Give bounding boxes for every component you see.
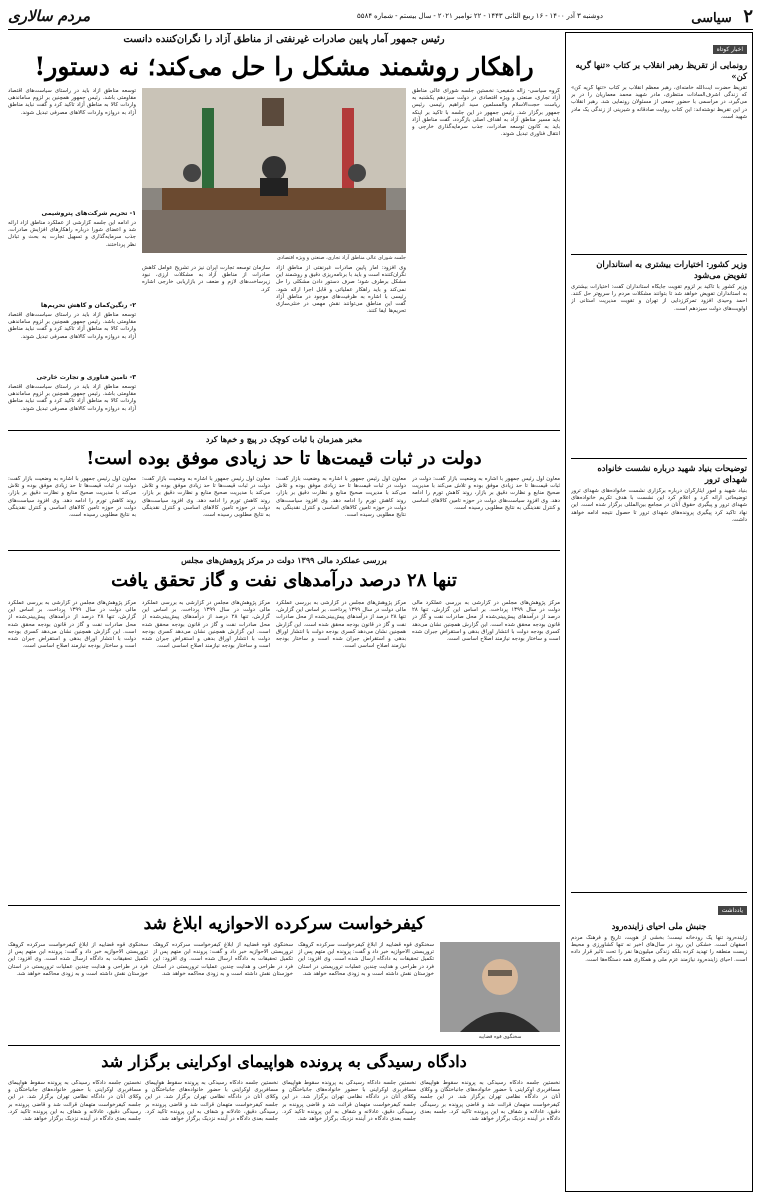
divider xyxy=(571,458,747,459)
sidebar-body-2: وزیر کشور با تاکید بر لزوم تقویت جایگاه استانداران گفت: اختیارات بیشتری به استانداران تفویض خواهد شد تا بتوانند مشکلات مردم را سریع‌تر حل کنند. احمد وحیدی افزود تمرکززدایی از تهران و تقویت مدیریت استانی از اولویت‌های دولت سیزدهم است. xyxy=(571,284,747,312)
meeting-photo-icon xyxy=(142,88,406,253)
lead-body-mid-cont: سازمان توسعه تجارت ایران نیز در تشریح عوامل کاهش صادرات از مناطق آزاد به مشکلات ارزی، نبود زیرساخت‌های لازم و ضعف در بازاریابی خارجی اشاره کرد. xyxy=(142,265,270,293)
lead-subhead-2: ۲- رنگین‌کمان و کاهش تحریم‌ها xyxy=(40,302,136,309)
sidebar-title-3: توضیحات بنیاد شهید درباره نشست خانواده شهدای ترور xyxy=(597,463,747,484)
story5-body-2: نخستین جلسه دادگاه رسیدگی به پرونده سقوط هواپیمای مسافربری اوکراینی با حضور خانواده‌های جانباختگان و وکلای آنان در دادگاه نظامی تهران برگزار شد. در این جلسه کیفرخواست متهمان قرائت شد و قاضی پرونده بر رسیدگی دقیق، عادلانه و شفاف به این پرونده تاکید کرد. جلسه بعدی دادگاه در آینده نزدیک برگزار خواهد شد. xyxy=(282,1080,416,1123)
lead-body-left: توسعه مناطق آزاد باید در راستای سیاست‌های اقتصاد مقاومتی باشد. رئیس جمهور همچنین بر لزوم ساماندهی واردات کالا به مناطق آزاد تاکید کرد و گفت نباید مناطق آزاد به دروازه واردات کالاهای مصرفی تبدیل شوند. xyxy=(8,88,136,116)
story5-body-4: نخستین جلسه دادگاه رسیدگی به پرونده سقوط هواپیمای مسافربری اوکراینی با حضور خانواده‌های جانباختگان و وکلای آنان در دادگاه نظامی تهران برگزار شد. در این جلسه کیفرخواست متهمان قرائت شد و قاضی پرونده بر رسیدگی دقیق، عادلانه و شفاف به این پرونده تاکید کرد. جلسه بعدی دادگاه در آینده نزدیک برگزار خواهد شد. xyxy=(8,1080,141,1123)
lead-body-right-cont: در ادامه این جلسه گزارشی از عملکرد مناطق آزاد ارائه شد و اعضای شورا درباره راهکارهای افزایش صادرات، جذب سرمایه‌گذاری و تسهیل تجارت به بحث و تبادل نظر پرداختند. xyxy=(8,220,136,248)
story2-body-2: معاون اول رئیس جمهور با اشاره به وضعیت بازار گفت: دولت در ثبات قیمت‌ها تا حد زیادی موفق بوده و تلاش می‌کند با مدیریت صحیح منابع و نظارت دقیق بر بازار، روند کاهش تورم را ادامه دهد. وی افزود سیاست‌های دولت در حوزه تامین کالاهای اساسی و کنترل نقدینگی به نتایج مطلوبی رسیده است. xyxy=(276,476,406,519)
story2-body-3: معاون اول رئیس جمهور با اشاره به وضعیت بازار گفت: دولت در ثبات قیمت‌ها تا حد زیادی موفق بوده و تلاش می‌کند با مدیریت صحیح منابع و نظارت دقیق بر بازار، روند کاهش تورم را ادامه دهد. وی افزود سیاست‌های دولت در حوزه تامین کالاهای اساسی و کنترل نقدینگی به نتایج مطلوبی رسیده است. xyxy=(142,476,270,519)
divider xyxy=(571,892,747,893)
lead-body-left-2: توسعه مناطق آزاد باید در راستای سیاست‌های اقتصاد مقاومتی باشد. رئیس جمهور همچنین بر لزوم ساماندهی واردات کالا به مناطق آزاد تاکید کرد و گفت نباید مناطق آزاد به دروازه واردات کالاهای مصرفی تبدیل شوند. xyxy=(8,312,136,340)
divider xyxy=(8,1045,560,1046)
lead-body-left-3: توسعه مناطق آزاد باید در راستای سیاست‌های اقتصاد مقاومتی باشد. رئیس جمهور همچنین بر لزوم ساماندهی واردات کالا به مناطق آزاد تاکید کرد و گفت نباید مناطق آزاد به دروازه واردات کالاهای مصرفی تبدیل شوند. xyxy=(8,384,136,412)
divider xyxy=(8,430,560,431)
story4-photo-caption: سخنگوی قوه قضاییه xyxy=(478,1034,522,1040)
story3-body-1: مرکز پژوهش‌های مجلس در گزارشی به بررسی عملکرد مالی دولت در سال ۱۳۹۹ پرداخت. بر اساس این گزارش، تنها ۲۸ درصد از درآمدهای پیش‌بینی‌شده از محل صادرات نفت و گاز در قانون بودجه محقق شده است. این گزارش همچنین نشان می‌دهد کسری بودجه دولت با انتشار اوراق بدهی و استقراض جبران شده است و ساختار بودجه نیازمند اصلاح اساسی است. xyxy=(412,600,560,643)
sidebar-label-2: یادداشت xyxy=(718,906,747,915)
story3-body-4: مرکز پژوهش‌های مجلس در گزارشی به بررسی عملکرد مالی دولت در سال ۱۳۹۹ پرداخت. بر اساس این گزارش، تنها ۲۸ درصد از درآمدهای پیش‌بینی‌شده از محل صادرات نفت و گاز در قانون بودجه محقق شده است. این گزارش همچنین نشان می‌دهد کسری بودجه دولت با انتشار اوراق بدهی و استقراض جبران شده است و ساختار بودجه نیازمند اصلاح اساسی است. xyxy=(8,600,136,650)
sidebar xyxy=(565,32,753,1192)
story4-body-1: سخنگوی قوه قضاییه از ابلاغ کیفرخواست سرکرده گروهک تروریستی الاحوازیه خبر داد و گفت: پرونده این متهم پس از تکمیل تحقیقات به دادگاه ارسال شده است. وی افزود: این فرد در طراحی و هدایت چندین عملیات تروریستی در استان خوزستان نقش داشته است و به زودی محاکمه خواهد شد. xyxy=(298,942,434,977)
story5-headline: دادگاه رسیدگی به پرونده هواپیمای اوکراینی برگزار شد xyxy=(101,1052,467,1071)
story3-body-3: مرکز پژوهش‌های مجلس در گزارشی به بررسی عملکرد مالی دولت در سال ۱۳۹۹ پرداخت. بر اساس این گزارش، تنها ۲۸ درصد از درآمدهای پیش‌بینی‌شده از محل صادرات نفت و گاز در قانون بودجه محقق شده است. این گزارش همچنین نشان می‌دهد کسری بودجه دولت با انتشار اوراق بدهی و استقراض جبران شده است و ساختار بودجه نیازمند اصلاح اساسی است. xyxy=(142,600,270,650)
sidebar-title-1: رونمایی از تقریظ رهبر انقلاب بر کتاب «تنها گریه کن» xyxy=(575,60,747,81)
story3-headline: تنها ۲۸ درصد درآمدهای نفت و گاز تحقق یافت xyxy=(111,570,457,591)
masthead: مردم سالاری xyxy=(8,7,91,25)
page-number: ۲ xyxy=(743,6,753,26)
story4-body-3: سخنگوی قوه قضاییه از ابلاغ کیفرخواست سرکرده گروهک تروریستی الاحوازیه خبر داد و گفت: پرونده این متهم پس از تکمیل تحقیقات به دادگاه ارسال شده است. وی افزود: این فرد در طراحی و هدایت چندین عملیات تروریستی در استان خوزستان نقش داشته است و به زودی محاکمه خواهد شد. xyxy=(8,942,148,977)
divider xyxy=(8,550,560,551)
page-header xyxy=(8,5,753,30)
story4-photo xyxy=(440,942,560,1032)
story3-body-2: مرکز پژوهش‌های مجلس در گزارشی به بررسی عملکرد مالی دولت در سال ۱۳۹۹ پرداخت. بر اساس این گزارش، تنها ۲۸ درصد از درآمدهای پیش‌بینی‌شده از محل صادرات نفت و گاز در قانون بودجه محقق شده است. این گزارش همچنین نشان می‌دهد کسری بودجه دولت با انتشار اوراق بدهی و استقراض جبران شده است و ساختار بودجه نیازمند اصلاح اساسی است. xyxy=(276,600,406,650)
story4-body-2: سخنگوی قوه قضاییه از ابلاغ کیفرخواست سرکرده گروهک تروریستی الاحوازیه خبر داد و گفت: پرونده این متهم پس از تکمیل تحقیقات به دادگاه ارسال شده است. وی افزود: این فرد در طراحی و هدایت چندین عملیات تروریستی در استان خوزستان نقش داشته است و به زودی محاکمه خواهد شد. xyxy=(153,942,293,977)
lead-photo-caption: جلسه شورای عالی مناطق آزاد تجاری، صنعتی و ویژه اقتصادی xyxy=(277,255,406,261)
lead-subhead-3: ۳- تامین فناوری و تجارت خارجی xyxy=(36,374,136,381)
sidebar-body-1: تقریظ حضرت آیت‌الله خامنه‌ای، رهبر معظم انقلاب بر کتاب «تنها گریه کن» که زندگی اشرف‌السادات منتظری، مادر شهید محمد معماریان را در بر می‌گیرد، در مراسمی با حضور جمعی از مسئولان رونمایی شد. رهبر انقلاب در این تقریظ نوشته‌اند: این کتاب روایت صادقانه و شیرینی از زندگی یک مادر شهید است. xyxy=(571,85,747,120)
divider xyxy=(571,254,747,255)
story3-kicker: بررسی عملکرد مالی ۱۳۹۹ دولت در مرکز پژوهش‌های مجلس xyxy=(181,555,387,565)
portrait-photo-icon xyxy=(440,942,560,1032)
sidebar-body-3: بنیاد شهید و امور ایثارگران درباره برگزاری نشست خانواده‌های شهدای ترور توضیحاتی ارائه کرد و اعلام کرد این نشست با هدف تکریم خانواده‌های شهدای ترور و پیگیری حقوق آنان در مجامع بین‌المللی برگزار شده است. این نهاد تاکید کرد پیگیری پرونده‌های شهدای ترور تا حصول نتیجه ادامه خواهد داشت. xyxy=(571,488,747,523)
issue-line: دوشنبه ۳ آذر ۱۴۰۰ - ۱۶ ربیع الثانی ۱۴۴۳ - ۲۲ نوامبر ۲۰۲۱ - سال بیستم - شماره ۵۵۸۴ xyxy=(357,13,603,20)
divider xyxy=(8,905,560,906)
story2-body-4: معاون اول رئیس جمهور با اشاره به وضعیت بازار گفت: دولت در ثبات قیمت‌ها تا حد زیادی موفق بوده و تلاش می‌کند با مدیریت صحیح منابع و نظارت دقیق بر بازار، روند کاهش تورم را ادامه دهد. وی افزود سیاست‌های دولت در حوزه تامین کالاهای اساسی و کنترل نقدینگی به نتایج مطلوبی رسیده است. xyxy=(8,476,136,519)
story2-kicker: مخبر همزمان با ثبات کوچک در پیچ و خم‌ها کرد xyxy=(205,434,363,444)
story5-body-1: نخستین جلسه دادگاه رسیدگی به پرونده سقوط هواپیمای مسافربری اوکراینی با حضور خانواده‌های جانباختگان و وکلای آنان در دادگاه نظامی تهران برگزار شد. در این جلسه کیفرخواست متهمان قرائت شد و قاضی پرونده بر رسیدگی دقیق، عادلانه و شفاف به این پرونده تاکید کرد. جلسه بعدی دادگاه در آینده نزدیک برگزار خواهد شد. xyxy=(420,1080,560,1123)
story2-headline: دولت در ثبات قیمت‌ها تا حد زیادی موفق بوده است! xyxy=(86,448,482,469)
story2-body-1: معاون اول رئیس جمهور با اشاره به وضعیت بازار گفت: دولت در ثبات قیمت‌ها تا حد زیادی موفق بوده و تلاش می‌کند با مدیریت صحیح منابع و نظارت دقیق بر بازار، روند کاهش تورم را ادامه دهد. وی افزود سیاست‌های دولت در حوزه تامین کالاهای اساسی و کنترل نقدینگی به نتایج مطلوبی رسیده است. xyxy=(412,476,560,511)
lead-photo xyxy=(142,88,406,253)
lead-headline: راهکار روشمند مشکل را حل می‌کند؛ نه دستور! xyxy=(34,52,534,81)
sidebar-label: اخبار کوتاه xyxy=(713,45,747,54)
sidebar-body-4: زاینده‌رود تنها یک رودخانه نیست؛ بخشی از هویت، تاریخ و فرهنگ مردم اصفهان است. خشکی این رود در سال‌های اخیر نه تنها کشاورزی و محیط زیست منطقه را تهدید کرده بلکه زندگی میلیون‌ها نفر را تحت تاثیر قرار داده است. احیای زاینده‌رود نیازمند عزم ملی و همکاری همه دستگاه‌ها است. xyxy=(571,935,747,963)
story5-body-3: نخستین جلسه دادگاه رسیدگی به پرونده سقوط هواپیمای مسافربری اوکراینی با حضور خانواده‌های جانباختگان و وکلای آنان در دادگاه نظامی تهران برگزار شد. در این جلسه کیفرخواست متهمان قرائت شد و قاضی پرونده بر رسیدگی دقیق، عادلانه و شفاف به این پرونده تاکید کرد. جلسه بعدی دادگاه در آینده نزدیک برگزار خواهد شد. xyxy=(145,1080,278,1123)
lead-body-mid: وی افزود: آمار پایین صادرات غیرنفتی از مناطق آزاد نگران‌کننده است و باید با برنامه‌ریزی دقیق و روشمند این مشکل برطرف شود؛ صرف دستور دادن مشکلی را حل نمی‌کند و باید راهکار عملیاتی و قابل اجرا ارائه شود. رئیسی با اشاره به ظرفیت‌های موجود در مناطق آزاد گفت این مناطق می‌توانند نقش مهمی در خنثی‌سازی تحریم‌ها ایفا کنند. xyxy=(276,265,406,315)
sidebar-title-2: وزیر کشور: اختیارات بیشتری به استانداران تفویض می‌شود xyxy=(596,259,747,280)
sidebar-title-4: جنبش ملی احیای زاینده‌رود xyxy=(611,921,707,931)
lead-body-right: گروه سیاسی- زاله شفیعی: نخستین جلسه شورای عالی مناطق آزاد تجاری، صنعتی و ویژه اقتصادی در دولت سیزدهم یکشنبه به ریاست حجت‌الاسلام والمسلمین سید ابراهیم رئیسی رئیس جمهور برگزار شد. رئیس جمهور در این جلسه با تاکید بر اینکه باید مسیر مناطق آزاد به اهداف اصلی بازگردد، گفت مناطق آزاد باید به کانون توسعه صادرات، جذب سرمایه‌گذاری خارجی و انتقال فناوری تبدیل شوند. xyxy=(412,88,560,138)
lead-subhead-1: ۱- تحریم شرکت‌های پتروشیمی xyxy=(41,210,136,217)
lead-kicker: رئیس جمهور آمار پایین صادرات غیرنفتی از مناطق آزاد را نگران‌کننده دانست xyxy=(123,34,445,45)
section-name: سیاسی xyxy=(691,11,732,26)
story4-headline: کیفرخواست سرکرده الاحوازیه ابلاغ شد xyxy=(143,914,425,934)
section-logo xyxy=(618,5,753,27)
